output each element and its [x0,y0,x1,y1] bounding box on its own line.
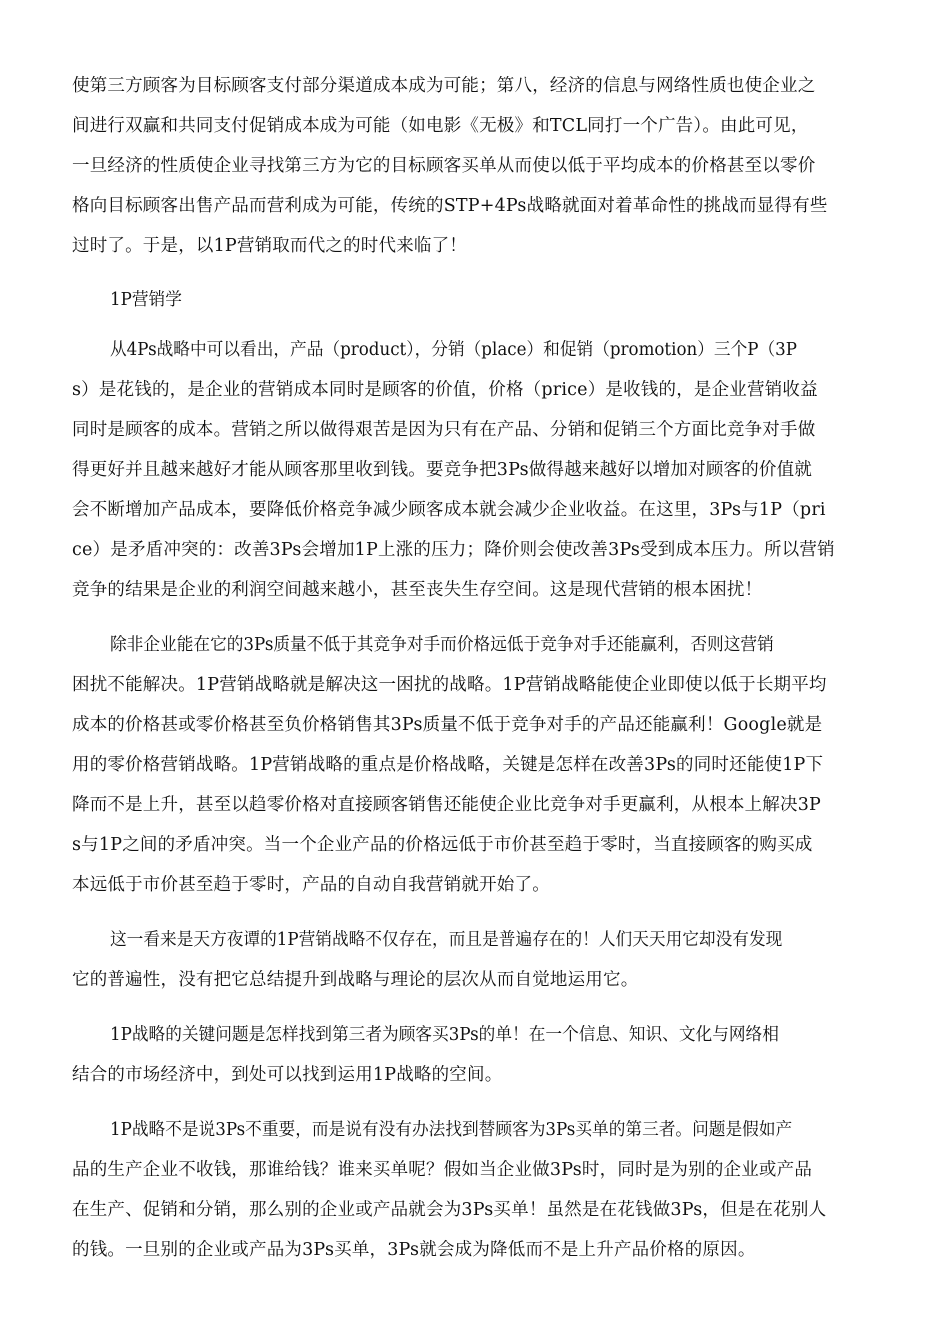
text-line: 品的生产企业不收钱，那谁给钱？谁来买单呢？假如当企业做3Ps时，同时是为别的企业或产品 [72,1160,813,1180]
text-line: 的钱。一旦别的企业或产品为3Ps买单，3Ps就会成为降低而不是上升产品价格的原因。 [72,1240,756,1260]
text-line: 这一看来是天方夜谭的1P营销战略不仅存在，而且是普遍存在的！人们天天用它却没有发现 [110,930,783,950]
text-line: ce）是矛盾冲突的：改善3Ps会增加1P上涨的压力；降价则会使改善3Ps受到成本压力。所以营销 [72,540,835,560]
text-line: 用的零价格营销战略。1P营销战略的重点是价格战略，关键是怎样在改善3Ps的同时还能使1P下 [72,755,824,775]
text-line: 一旦经济的性质使企业寻找第三方为它的目标顾客买单从而使以低于平均成本的价格甚至以零价 [72,156,816,176]
text-line: 使第三方顾客为目标顾客支付部分渠道成本成为可能；第八，经济的信息与网络性质也使企业之 [72,76,816,96]
text-line: 降而不是上升，甚至以趋零价格对直接顾客销售还能使企业比竞争对手更赢利，从根本上解决3P [72,795,822,815]
text-line: 得更好并且越来越好才能从顾客那里收到钱。要竞争把3Ps做得越来越好以增加对顾客的价值就 [72,460,813,480]
text-line: 困扰不能解决。1P营销战略就是解决这一困扰的战略。1P营销战略能使企业即使以低于长期平均 [72,675,827,695]
text-line: 它的普遍性，没有把它总结提升到战略与理论的层次从而自觉地运用它。 [72,970,639,990]
text-line: 1P战略的关键问题是怎样找到第三者为顾客买3Ps的单！在一个信息、知识、文化与网络相 [110,1025,779,1045]
text-line: 格向目标顾客出售产品而营利成为可能，传统的STP+4Ps战略就面对着革命性的挑战而显得有些 [72,196,828,216]
text-line: 本远低于市价甚至趋于零时，产品的自动自我营销就开始了。 [72,875,550,895]
text-line: 在生产、促销和分销，那么别的企业或产品就会为3Ps买单！虽然是在花钱做3Ps，但是在花别人 [72,1200,827,1220]
text-line: s与1P之间的矛盾冲突。当一个企业产品的价格远低于市价甚至趋于零时，当直接顾客的购买成 [72,835,813,855]
text-line: 竞争的结果是企业的利润空间越来越小，甚至丧失生存空间。这是现代营销的根本困扰！ [72,580,763,600]
text-line: 会不断增加产品成本，要降低价格竞争减少顾客成本就会减少企业收益。在这里，3Ps与1P（pri [72,500,826,520]
text-line: 同时是顾客的成本。营销之所以做得艰苦是因为只有在产品、分销和促销三个方面比竞争对手做 [72,420,816,440]
text-line: 除非企业能在它的3Ps质量不低于其竞争对手而价格远低于竞争对手还能赢利，否则这营销 [110,635,774,655]
text-line: 从4Ps战略中可以看出，产品（product），分销（place）和促销（promotion）三个P（3P [110,340,798,360]
text-line: s）是花钱的，是企业的营销成本同时是顾客的价值，价格（price）是收钱的，是企业营销收益 [72,380,818,400]
text-line: 过时了。于是，以1P营销取而代之的时代来临了！ [72,236,468,256]
text-line: 1P战略不是说3Ps不重要，而是说有没有办法找到替顾客为3Ps买单的第三者。问题是假如产 [110,1120,793,1140]
section-heading: 1P营销学 [110,290,182,310]
text-line: 成本的价格甚或零价格甚至负价格销售其3Ps质量不低于竞争对手的产品还能赢利！Google就是 [72,715,823,735]
text-line: 间进行双赢和共同支付促销成本成为可能（如电影《无极》和TCL同打一个广告）。由此可见， [72,116,809,136]
text-line: 结合的市场经济中，到处可以找到运用1P战略的空间。 [72,1065,503,1085]
